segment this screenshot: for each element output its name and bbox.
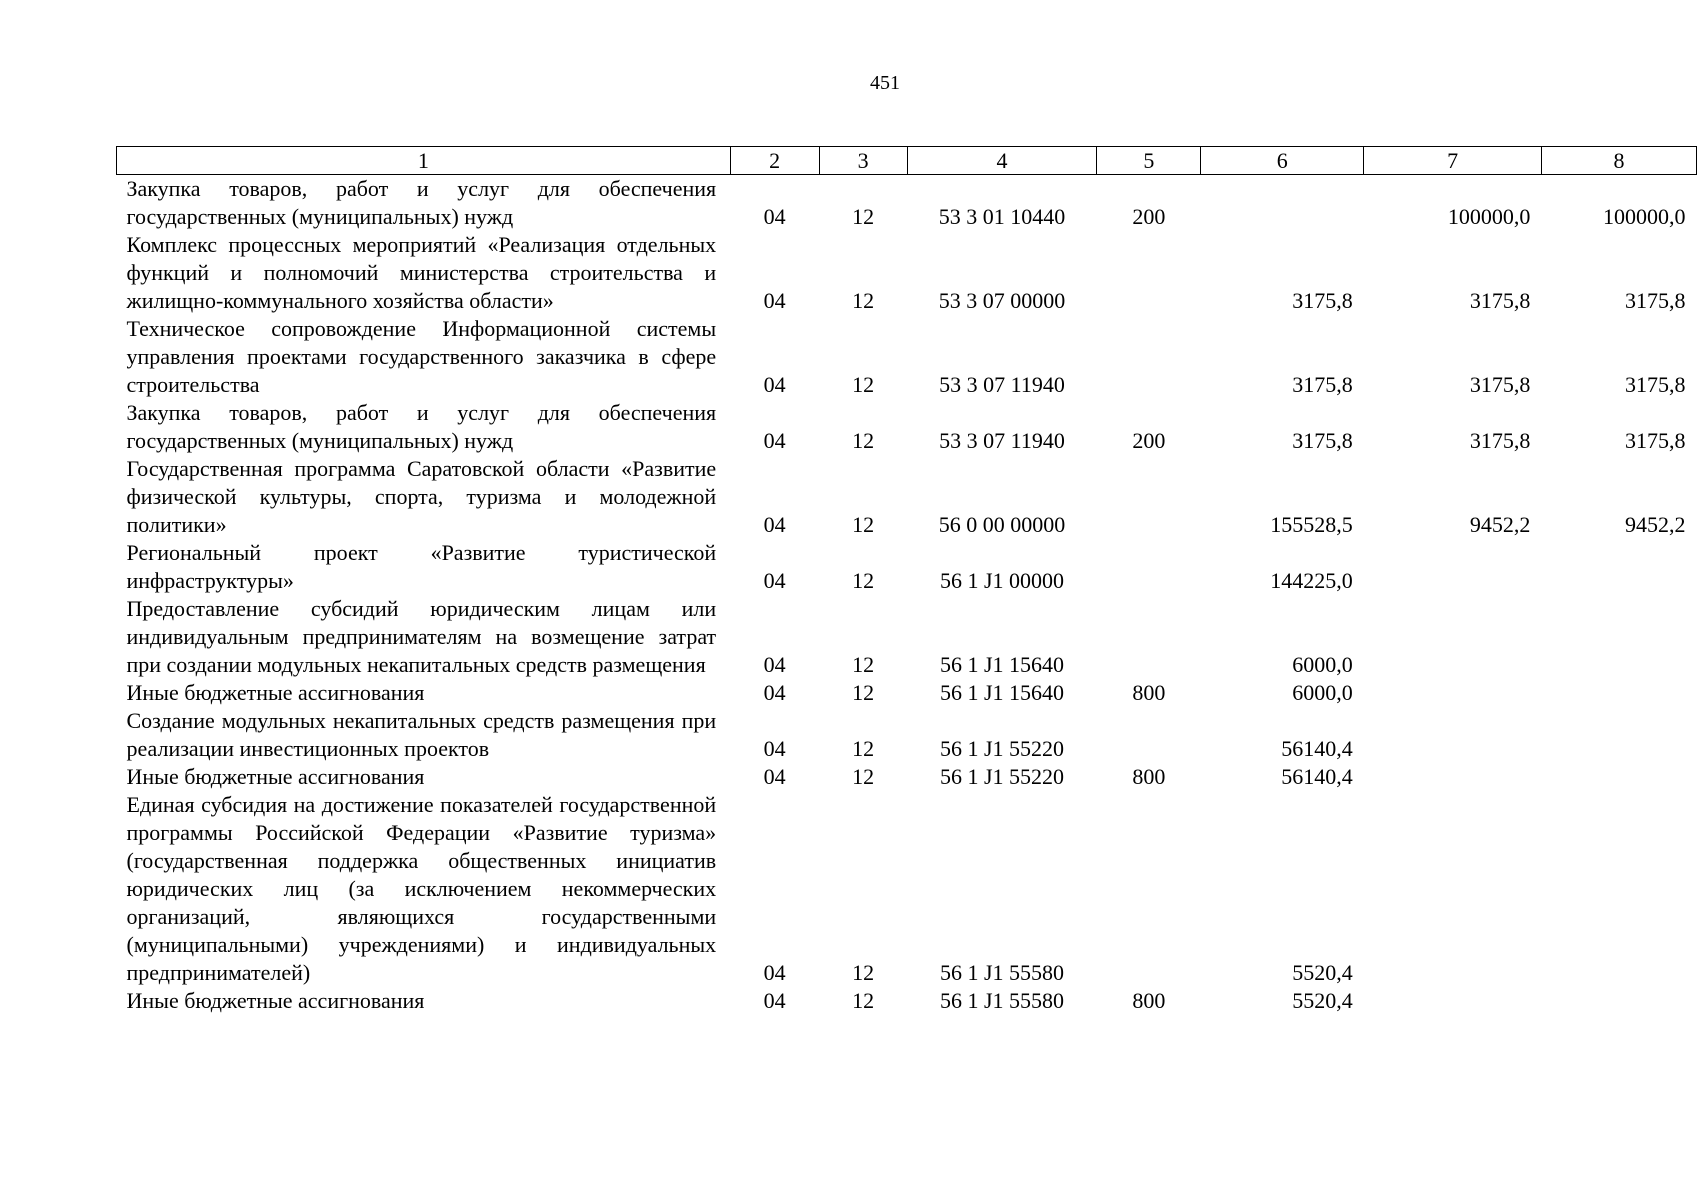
table-row xyxy=(117,315,1697,399)
row-amount-col7: 3175,8 xyxy=(1469,428,1531,453)
row-amount-col7: 3175,8 xyxy=(1469,372,1531,397)
row-amount-col6: 3175,8 xyxy=(1292,288,1353,313)
row-target-item: 56 1 J1 55580 xyxy=(939,988,1065,1013)
row-target-item: 53 3 07 11940 xyxy=(939,428,1065,453)
row-amount-col6: 3175,8 xyxy=(1292,372,1353,397)
row-expense-type: 800 xyxy=(1132,988,1166,1013)
table-row xyxy=(117,707,1697,763)
row-amount-col6: 6000,0 xyxy=(1292,680,1353,705)
row-description: Иные бюджетные ассигнования xyxy=(126,764,425,789)
row-target-item: 56 1 J1 15640 xyxy=(939,680,1065,705)
row-target-item: 53 3 01 10440 xyxy=(938,204,1066,229)
page-number: 451 xyxy=(870,72,900,94)
row-section: 04 xyxy=(763,988,786,1013)
row-expense-type: 200 xyxy=(1132,204,1166,229)
row-amount-col7 xyxy=(1364,539,1542,595)
row-expense-type xyxy=(1097,707,1201,763)
row-target-item: 56 1 J1 00000 xyxy=(939,568,1065,593)
row-amount-col8 xyxy=(1541,679,1696,707)
row-subsection: 12 xyxy=(852,568,875,593)
table-row xyxy=(117,539,1697,595)
table-header-row xyxy=(117,147,1697,175)
row-amount-col8: 3175,8 xyxy=(1625,428,1686,453)
row-subsection: 12 xyxy=(852,512,875,537)
row-description: Создание модульных некапитальных средств размещения при реализации инвестиционных проектов xyxy=(126,708,717,761)
row-expense-type xyxy=(1097,315,1201,399)
row-subsection: 12 xyxy=(852,988,875,1013)
row-subsection: 12 xyxy=(852,204,875,229)
row-description: Комплекс процессных мероприятий «Реализация отдельных функций и полномочий министерства строительства и жилищно-коммунального хозяйства области» xyxy=(126,232,717,313)
row-expense-type: 800 xyxy=(1132,764,1166,789)
row-expense-type xyxy=(1097,791,1201,987)
row-description: Иные бюджетные ассигнования xyxy=(126,680,425,705)
column-header: 6 xyxy=(1201,147,1364,175)
row-expense-type xyxy=(1097,455,1201,539)
row-amount-col7 xyxy=(1364,679,1542,707)
row-amount-col6: 3175,8 xyxy=(1292,428,1353,453)
row-subsection: 12 xyxy=(852,960,875,985)
row-amount-col7 xyxy=(1364,763,1542,791)
column-header: 5 xyxy=(1097,147,1201,175)
row-description: Закупка товаров, работ и услуг для обеспечения государственных (муниципальных) нужд xyxy=(126,176,717,229)
row-expense-type: 800 xyxy=(1132,680,1166,705)
row-amount-col7 xyxy=(1364,987,1542,1015)
budget-table xyxy=(116,146,1697,1015)
row-amount-col8 xyxy=(1541,791,1696,987)
row-section: 04 xyxy=(763,512,786,537)
table-row xyxy=(117,679,1697,707)
row-description: Единая субсидия на достижение показателей государственной программы Российской Федерации «Развитие туризма» (государственная поддержка общественных инициатив юридических лиц (за исключением некоммерческих организаций, являющихся государственными (муниципальными) учреждениями) и индивидуальных предпринимателей) xyxy=(126,792,717,985)
row-amount-col8: 3175,8 xyxy=(1625,288,1686,313)
column-header: 1 xyxy=(117,147,731,175)
row-section: 04 xyxy=(763,680,786,705)
row-amount-col6: 155528,5 xyxy=(1270,512,1353,537)
row-subsection: 12 xyxy=(852,736,875,761)
row-amount-col8: 9452,2 xyxy=(1625,512,1686,537)
row-subsection: 12 xyxy=(852,764,875,789)
row-target-item: 56 0 00 00000 xyxy=(938,512,1066,537)
row-description: Предоставление субсидий юридическим лицам или индивидуальным предпринимателям на возмещение затрат при создании модульных некапитальных средств размещения xyxy=(126,596,717,677)
table-body xyxy=(117,175,1697,1016)
row-amount-col8 xyxy=(1541,987,1696,1015)
row-expense-type xyxy=(1097,595,1201,679)
row-description: Техническое сопровождение Информационной системы управления проектами государственного заказчика в сфере строительства xyxy=(126,316,717,397)
row-expense-type xyxy=(1097,231,1201,315)
row-section: 04 xyxy=(763,288,786,313)
table-row xyxy=(117,987,1697,1015)
row-target-item: 56 1 J1 55220 xyxy=(939,736,1065,761)
column-header: 2 xyxy=(730,147,819,175)
row-subsection: 12 xyxy=(852,372,875,397)
row-subsection: 12 xyxy=(852,428,875,453)
row-section: 04 xyxy=(763,736,786,761)
row-amount-col6: 56140,4 xyxy=(1281,736,1353,761)
table-row xyxy=(117,455,1697,539)
row-amount-col6: 5520,4 xyxy=(1292,988,1353,1013)
row-description: Региональный проект «Развитие туристической инфраструктуры» xyxy=(126,540,717,593)
row-description: Государственная программа Саратовской области «Развитие физической культуры, спорта, туризма и молодежной политики» xyxy=(126,456,717,537)
row-section: 04 xyxy=(763,428,786,453)
row-amount-col8: 3175,8 xyxy=(1625,372,1686,397)
row-section: 04 xyxy=(763,652,786,677)
row-amount-col8 xyxy=(1541,707,1696,763)
row-subsection: 12 xyxy=(852,680,875,705)
row-amount-col6: 56140,4 xyxy=(1281,764,1353,789)
row-description: Закупка товаров, работ и услуг для обеспечения государственных (муниципальных) нужд xyxy=(126,400,717,453)
row-section: 04 xyxy=(763,960,786,985)
row-target-item: 56 1 J1 55580 xyxy=(939,960,1065,985)
row-target-item: 56 1 J1 15640 xyxy=(939,652,1065,677)
row-target-item: 53 3 07 11940 xyxy=(939,372,1065,397)
row-section: 04 xyxy=(763,372,786,397)
row-amount-col7 xyxy=(1364,595,1542,679)
row-amount-col6: 144225,0 xyxy=(1270,568,1353,593)
row-amount-col6 xyxy=(1201,175,1364,232)
column-header: 8 xyxy=(1541,147,1696,175)
table-row xyxy=(117,399,1697,455)
table-row xyxy=(117,175,1697,232)
column-header: 4 xyxy=(907,147,1097,175)
row-expense-type: 200 xyxy=(1132,428,1166,453)
table-row xyxy=(117,231,1697,315)
table-row xyxy=(117,763,1697,791)
table-row xyxy=(117,595,1697,679)
column-header: 7 xyxy=(1364,147,1542,175)
row-expense-type xyxy=(1097,539,1201,595)
row-section: 04 xyxy=(763,764,786,789)
row-amount-col8 xyxy=(1541,595,1696,679)
row-section: 04 xyxy=(763,204,786,229)
row-description: Иные бюджетные ассигнования xyxy=(126,988,425,1013)
row-amount-col8 xyxy=(1541,763,1696,791)
row-amount-col8: 100000,0 xyxy=(1603,204,1686,229)
row-section: 04 xyxy=(763,568,786,593)
row-amount-col7: 100000,0 xyxy=(1447,204,1531,229)
row-amount-col7: 9452,2 xyxy=(1469,512,1531,537)
row-amount-col7 xyxy=(1364,707,1542,763)
row-target-item: 56 1 J1 55220 xyxy=(939,764,1065,789)
row-subsection: 12 xyxy=(852,652,875,677)
column-header: 3 xyxy=(819,147,907,175)
row-amount-col6: 6000,0 xyxy=(1292,652,1353,677)
row-subsection: 12 xyxy=(852,288,875,313)
row-amount-col8 xyxy=(1541,539,1696,595)
row-amount-col7: 3175,8 xyxy=(1469,288,1531,313)
row-target-item: 53 3 07 00000 xyxy=(938,288,1066,313)
row-amount-col7 xyxy=(1364,791,1542,987)
row-amount-col6: 5520,4 xyxy=(1292,960,1353,985)
table-row xyxy=(117,791,1697,987)
